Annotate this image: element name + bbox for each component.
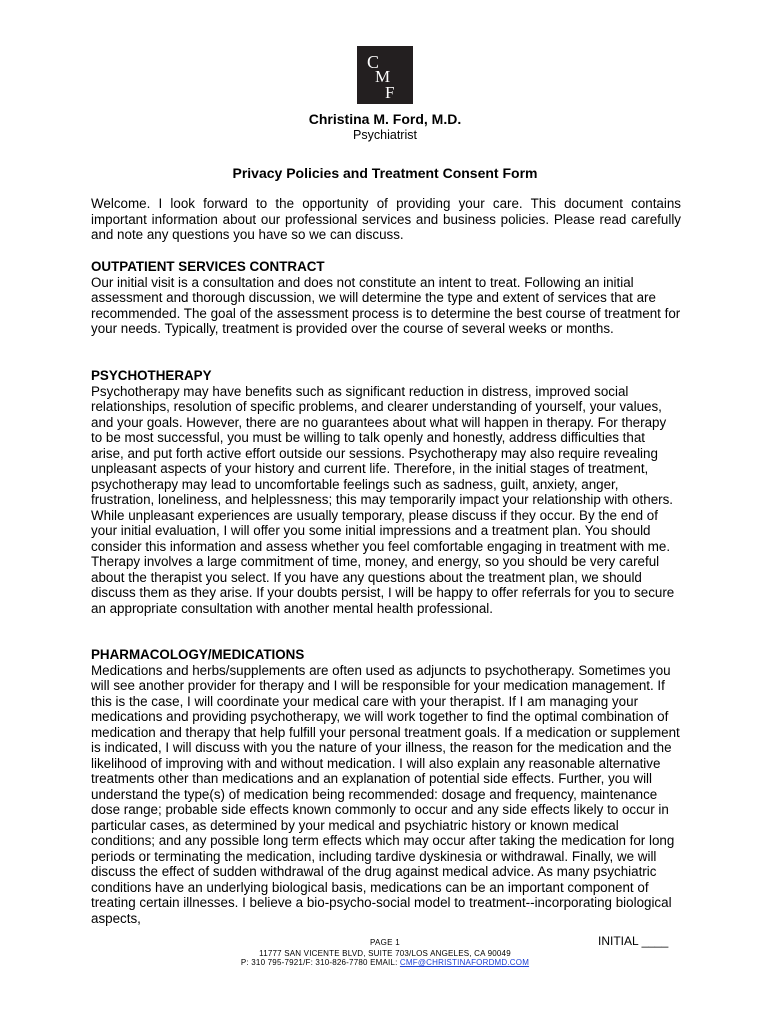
form-title: Privacy Policies and Treatment Consent Form [232, 165, 538, 181]
svg-text:C: C [367, 52, 380, 72]
cmf-monogram-icon [357, 46, 413, 104]
logo [357, 46, 413, 104]
welcome-paragraph: Welcome. I look forward to the opportunity of providing your care. This document contains important information about our professional services and business policies. Please read carefully and note any questions you have so we can discuss. [91, 196, 681, 242]
section-psychotherapy [91, 368, 681, 616]
section-body: Our initial visit is a consultation and does not constitute an intent to treat. Following an initial assessment and thorough discussion, we will determine the type and extent of services that are recommended. The goal of the assessment process is to determine the best course of treatment for your needs. Typically, treatment is provided over the course of several weeks or months. [91, 274, 681, 336]
section-heading: OUTPATIENT SERVICES CONTRACT [91, 259, 325, 274]
svg-text:F: F [385, 83, 395, 102]
page-number: PAGE 1 [369, 938, 401, 947]
footer-address: 11777 SAN VICENTE BLVD, SUITE 703/LOS ANGELES, CA 90049 [259, 949, 511, 958]
section-pharmacology [91, 647, 681, 926]
footer-contact [0, 958, 770, 967]
footer-phone-fax: P: 310 795-7921/F: 310-826-7780 EMAIL: [240, 958, 400, 967]
section-heading: PHARMACOLOGY/MEDICATIONS [91, 647, 305, 662]
section-outpatient [91, 259, 681, 337]
section-heading: PSYCHOTHERAPY [91, 368, 212, 383]
section-body: Medications and herbs/supplements are often used as adjuncts to psychotherapy. Sometimes you will see another provider for therapy and I will be responsible for your medication management. If this is the case, I will coordinate your medical care with your therapist. If I am managing your medications and providing psychotherapy, we will work together to find the optimal combination of medication and therapy that help fulfill your personal treatment goals. If a medication or supplement is indicated, I will discuss with you the nature of your illness, the reason for the medication and the likelihood of improving with and without medication. I will also explain any reasonable alternative treatments other than medications and an explanation of potential side effects. Further, you will understand the type(s) of medication being recommended: dosage and frequency, maintenance dose range; probable side effects known commonly to occur and any side effects likely to occur in particular cases, as determined by your medical and psychiatric history or known medical conditions; and any possible long term effects which may occur after taking the medication for long periods or terminating the medication, including tardive dyskinesia or withdrawal. Finally, we will discuss the effect of sudden withdrawal of the drug against medical advice. As many psychiatric conditions have an underlying biological basis, medications can be an important component of treating certain illnesses. I believe a bio-psycho-social model to treatment--incorporating biological aspects, [91, 662, 680, 926]
practitioner-title: Psychiatrist [353, 128, 417, 142]
svg-text:M: M [375, 67, 391, 86]
section-body: Psychotherapy may have benefits such as significant reduction in distress, improved social relationships, resolution of specific problems, and clearer understanding of yourself, your values, and your goals. However, there are no guarantees about what will happen in therapy. For therapy to be most successful, you must be willing to talk openly and honestly, address difficulties that arise, and put forth active effort outside our sessions. Psychotherapy may also require revealing unpleasant aspects of your history and current life. Therefore, in the initial stages of treatment, psychotherapy may lead to uncomfortable feelings such as sadness, guilt, anxiety, anger, frustration, loneliness, and helplessness; this may temporarily impact your relationship with others. While unpleasant experiences are usually temporary, please discuss if they occur. By the end of your initial evaluation, I will offer you some initial impressions and a treatment plan. You should consider this information and assess whether you feel comfortable engaging in treatment with me. Therapy involves a large commitment of time, money, and energy, so you should be very careful about the therapist you select. If you have any questions about the treatment plan, we should discuss them as they arise. If your doubts persist, I will be happy to offer referrals for you to secure an appropriate consultation with another mental health professional. [91, 383, 675, 616]
email-link[interactable]: CMF@CHRISTINAFORDMD.COM [399, 958, 530, 967]
initial-field[interactable]: INITIAL ____ [598, 934, 669, 948]
practitioner-name: Christina M. Ford, M.D. [308, 111, 462, 127]
